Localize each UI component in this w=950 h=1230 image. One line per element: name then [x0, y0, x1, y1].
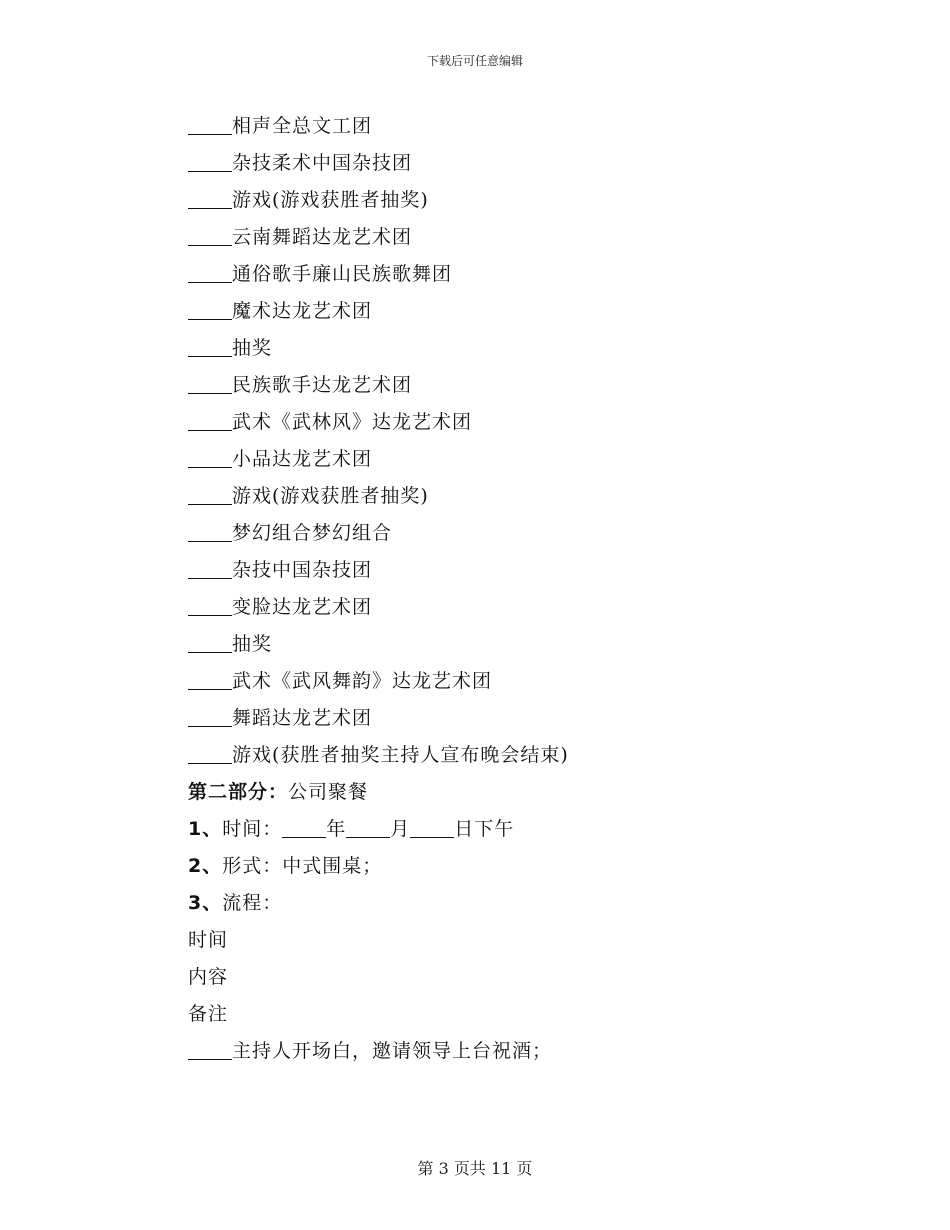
time-blank — [188, 149, 232, 172]
item1-number: 1、 — [188, 818, 223, 840]
time-blank — [188, 556, 232, 579]
first-row-text: 主持人开场白，邀请领导上台祝酒； — [232, 1040, 553, 1062]
time-blank — [188, 334, 232, 357]
part2-title: 公司聚餐 — [288, 781, 369, 803]
program-item — [188, 293, 908, 330]
time-blank — [188, 223, 232, 246]
time-blank — [188, 445, 232, 468]
program-item-text: 民族歌手达龙艺术团 — [232, 374, 413, 396]
time-blank — [188, 667, 232, 690]
time-blank — [188, 186, 232, 209]
col-time: 时间 — [188, 929, 229, 951]
time-blank — [188, 1037, 232, 1060]
program-item — [188, 626, 908, 663]
time-blank — [188, 741, 232, 764]
program-item — [188, 737, 908, 774]
item2-number: 2、 — [188, 855, 223, 877]
col-note: 备注 — [188, 1003, 229, 1025]
time-blank — [188, 371, 232, 394]
program-item — [188, 700, 908, 737]
month-label: 月 — [390, 818, 411, 840]
program-item — [188, 145, 908, 182]
time-blank — [188, 593, 232, 616]
time-blank — [188, 408, 232, 431]
part2-heading-line — [188, 774, 908, 811]
time-blank — [188, 260, 232, 283]
program-item — [188, 441, 908, 478]
program-item — [188, 404, 908, 441]
program-item — [188, 515, 908, 552]
day-blank — [410, 815, 454, 838]
program-item-text: 杂技柔术中国杂技团 — [232, 152, 413, 174]
time-blank — [188, 519, 232, 542]
time-blank — [188, 112, 232, 135]
program-item — [188, 256, 908, 293]
program-item — [188, 219, 908, 256]
time-blank — [188, 297, 232, 320]
process-text: 流程： — [222, 892, 283, 914]
form-text: 形式：中式围桌； — [222, 855, 383, 877]
program-item-text: 游戏(获胜者抽奖主持人宣布晚会结束) — [232, 744, 569, 766]
program-item — [188, 589, 908, 626]
item3-number: 3、 — [188, 892, 223, 914]
time-blank — [188, 482, 232, 505]
program-item-text: 小品达龙艺术团 — [232, 448, 373, 470]
program-item-text: 舞蹈达龙艺术团 — [232, 707, 373, 729]
page-footer: 第 3 页共 11 页 — [417, 1159, 533, 1178]
program-item-text: 通俗歌手廉山民族歌舞团 — [232, 263, 453, 285]
process-line — [188, 885, 908, 922]
program-item-text: 相声全总文工团 — [232, 115, 373, 137]
program-item — [188, 478, 908, 515]
time-blank — [188, 704, 232, 727]
program-item-text: 武术《武林风》达龙艺术团 — [232, 411, 473, 433]
time-blank — [188, 630, 232, 653]
page-header: 下载后可任意编辑 — [426, 54, 523, 68]
program-item-text: 武术《武风舞韵》达龙艺术团 — [232, 670, 493, 692]
program-item — [188, 367, 908, 404]
program-item — [188, 182, 908, 219]
program-item-text: 游戏(游戏获胜者抽奖) — [232, 485, 429, 507]
time-line — [188, 811, 908, 848]
day-label: 日下午 — [454, 818, 515, 840]
program-item-text: 抽奖 — [232, 633, 273, 655]
program-item — [188, 108, 908, 145]
month-blank — [346, 815, 390, 838]
year-label: 年 — [326, 818, 347, 840]
program-item — [188, 552, 908, 589]
program-item-text: 梦幻组合梦幻组合 — [232, 522, 393, 544]
part2-heading: 第二部分： — [188, 781, 289, 803]
program-item-text: 云南舞蹈达龙艺术团 — [232, 226, 413, 248]
program-item-text: 杂技中国杂技团 — [232, 559, 373, 581]
document-body — [188, 108, 908, 1070]
form-line — [188, 848, 908, 885]
program-item-text: 变脸达龙艺术团 — [232, 596, 373, 618]
program-list — [188, 108, 908, 774]
program-item — [188, 330, 908, 367]
col-content: 内容 — [188, 966, 229, 988]
program-item-text: 抽奖 — [232, 337, 273, 359]
program-item-text: 魔术达龙艺术团 — [232, 300, 373, 322]
program-item-text: 游戏(游戏获胜者抽奖) — [232, 189, 429, 211]
program-item — [188, 663, 908, 700]
time-label: 时间： — [222, 818, 283, 840]
first-row — [188, 1033, 908, 1070]
year-blank — [282, 815, 326, 838]
